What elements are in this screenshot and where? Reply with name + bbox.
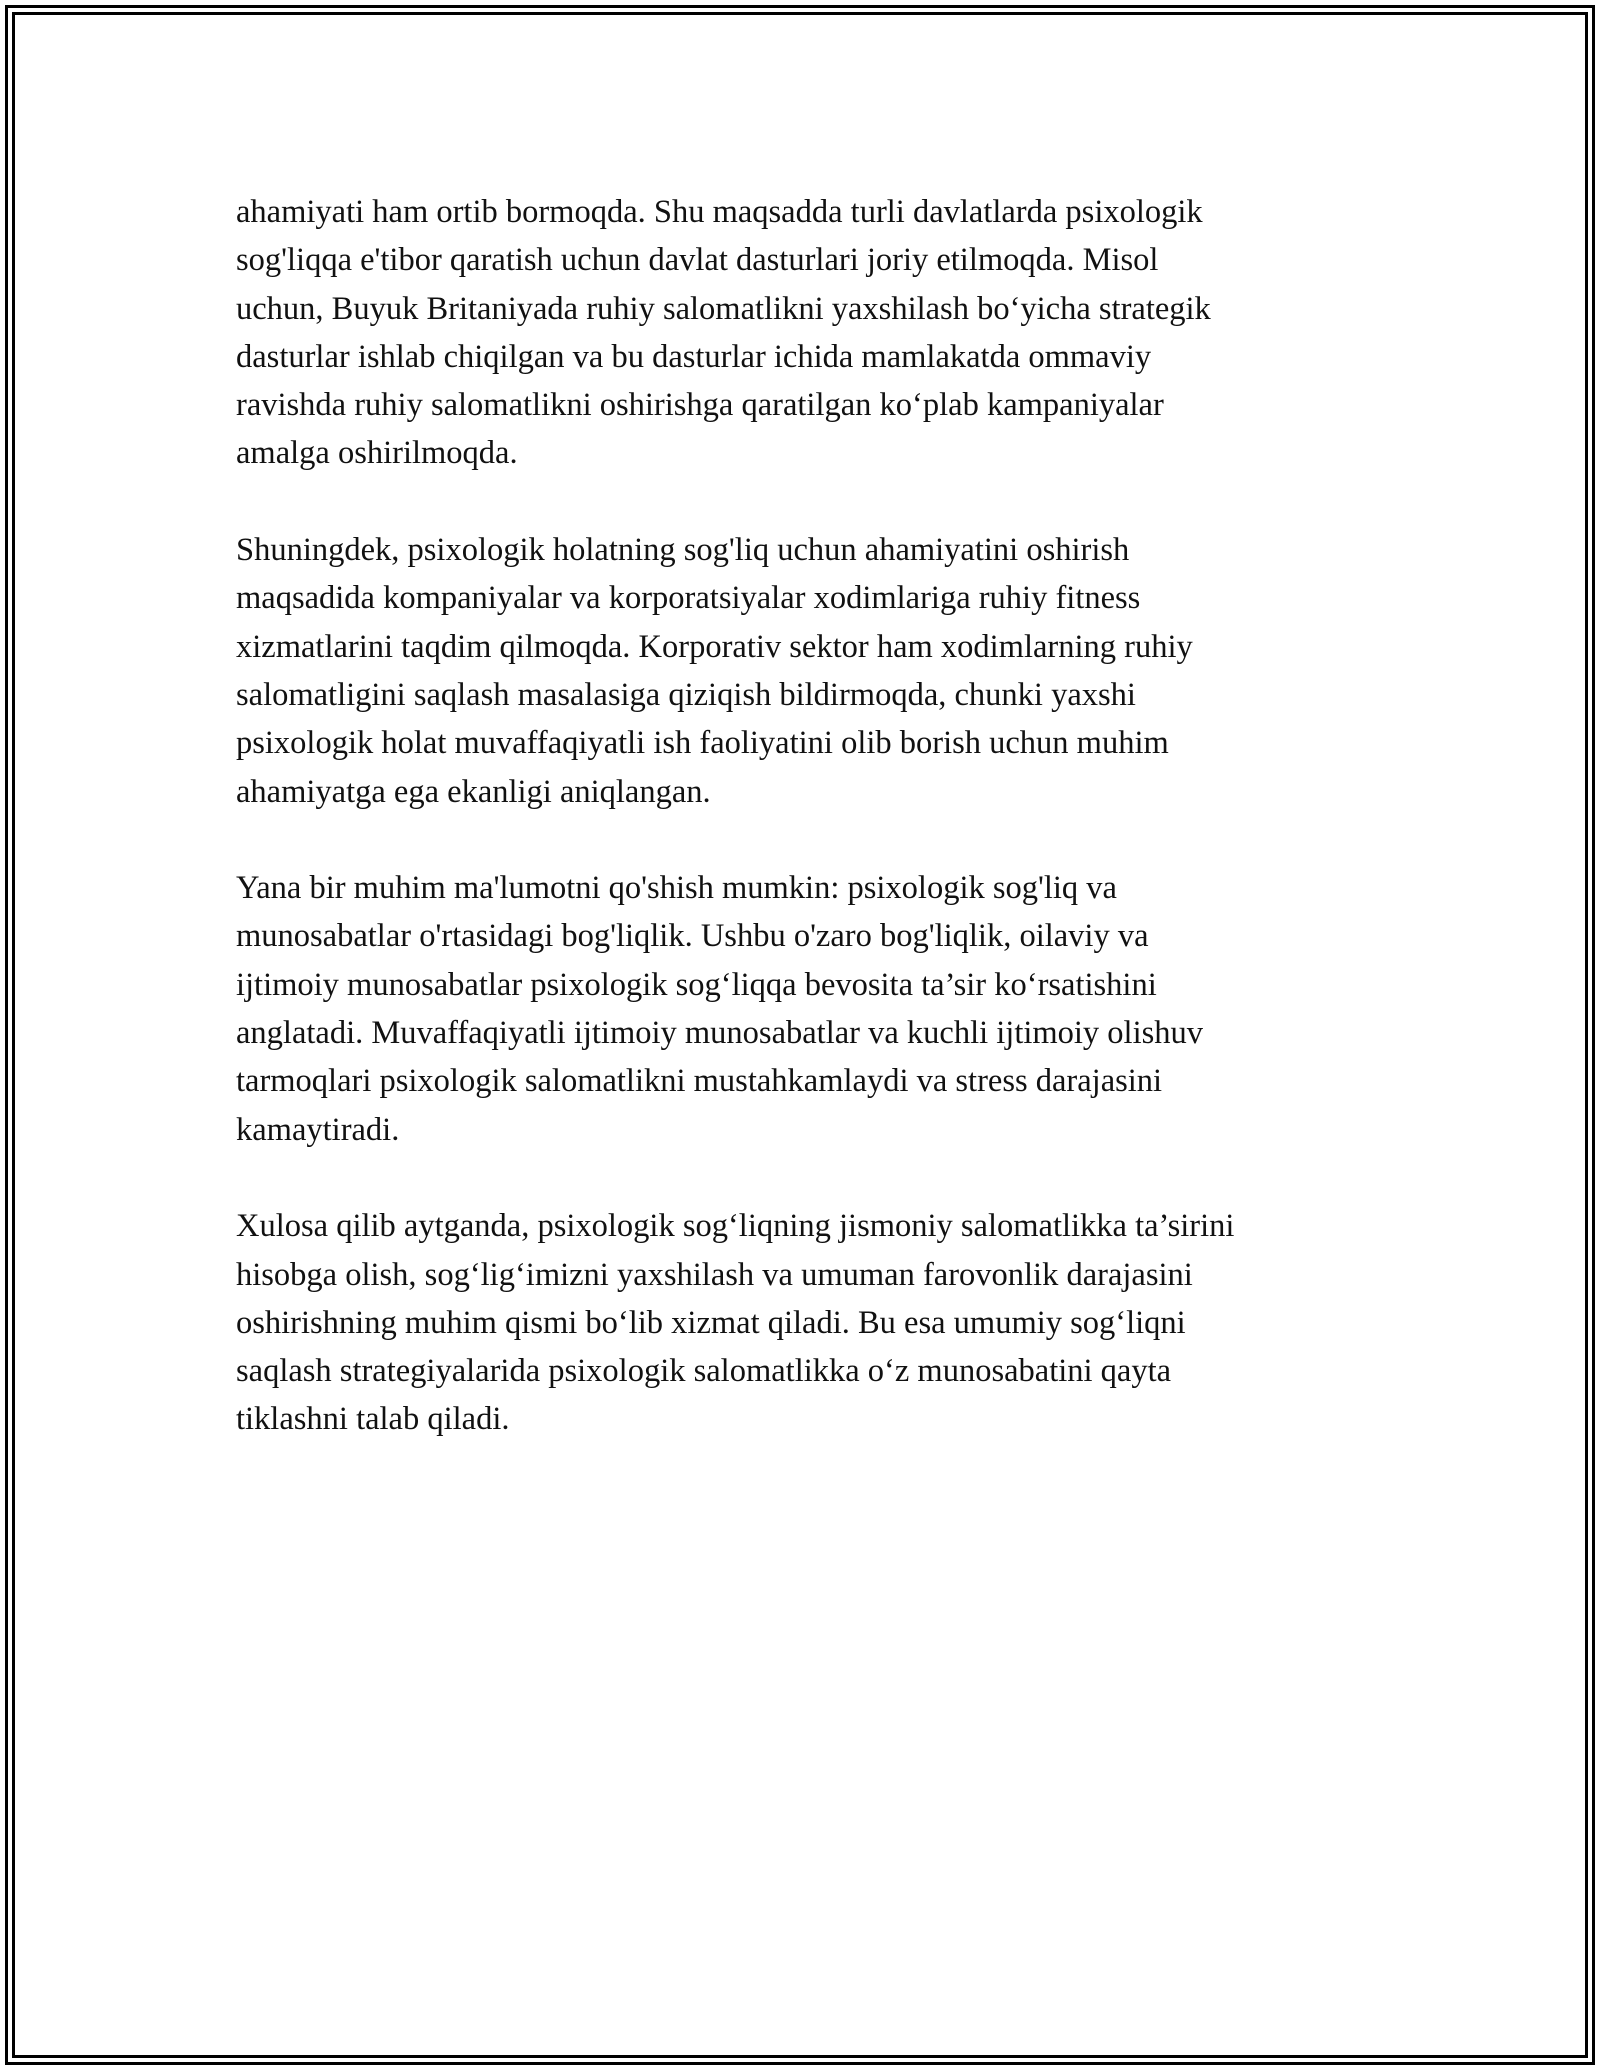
text-line: oshirishning muhim qismi bo‘lib xizmat qiladi. Bu esa umumiy sog‘liqni [236,1304,1186,1341]
paragraph-4 [236,1202,1386,1443]
text-line: tarmoqlari psixologik salomatlikni mustahkamlaydi va stress darajasini [236,1063,1163,1100]
text-line: ahamiyati ham ortib bormoqda. Shu maqsadda turli davlatlarda psixologik [236,194,1203,230]
text-line: salomatligini saqlash masalasiga qiziqish bildirmoqda, chunki yaxshi [236,676,1136,713]
text-line: ahamiyatga ega ekanligi aniqlangan. [236,773,711,810]
text-line: amalga oshirilmoqda. [236,435,518,472]
text-line: hisobga olish, sog‘lig‘imizni yaxshilash va umuman farovonlik darajasini [236,1256,1193,1293]
text-line: dasturlar ishlab chiqilgan va bu dasturlar ichida mamlakatda ommaviy [236,338,1152,375]
paragraph-3 [236,864,1386,1154]
text-line: anglatadi. Muvaffaqiyatli ijtimoiy munosabatlar va kuchli ijtimoiy olishuv [236,1015,1204,1052]
document-body [236,188,1386,1492]
text-line: sog'liqqa e'tibor qaratish uchun davlat dasturlari joriy etilmoqda. Misol [236,242,1159,279]
text-line: saqlash strategiyalarida psixologik salomatlikka o‘z munosabatini qayta [236,1353,1172,1390]
text-line: Xulosa qilib aytganda, psixologik sog‘liqning jismoniy salomatlikka ta’sirini [236,1208,1235,1245]
text-line: psixologik holat muvaffaqiyatli ish faoliyatini olib borish uchun muhim [236,725,1169,762]
text-line: munosabatlar o'rtasidagi bog'liqlik. Ushbu o'zaro bog'liqlik, oilaviy va [236,918,1149,955]
text-line: xizmatlarini taqdim qilmoqda. Korporativ sektor ham xodimlarning ruhiy [236,628,1193,665]
text-line: tiklashni talab qiladi. [236,1401,510,1438]
text-line: ijtimoiy munosabatlar psixologik sog‘liqqa bevosita ta’sir ko‘rsatishini [236,966,1157,1003]
text-line: kamaytiradi. [236,1111,400,1148]
text-line: maqsadida kompaniyalar va korporatsiyalar xodimlariga ruhiy fitness [236,580,1141,617]
paragraph-1 [236,188,1386,478]
text-line: Yana bir muhim ma'lumotni qo'shish mumkin: psixologik sog'liq va [236,870,1117,907]
text-line: uchun, Buyuk Britaniyada ruhiy salomatlikni yaxshilash bo‘yicha strategik [236,290,1211,327]
text-line: ravishda ruhiy salomatlikni oshirishga qaratilgan ko‘plab kampaniyalar [236,387,1164,424]
text-line: Shuningdek, psixologik holatning sog'liq uchun ahamiyatini oshirish [236,532,1130,569]
paragraph-2 [236,526,1386,816]
